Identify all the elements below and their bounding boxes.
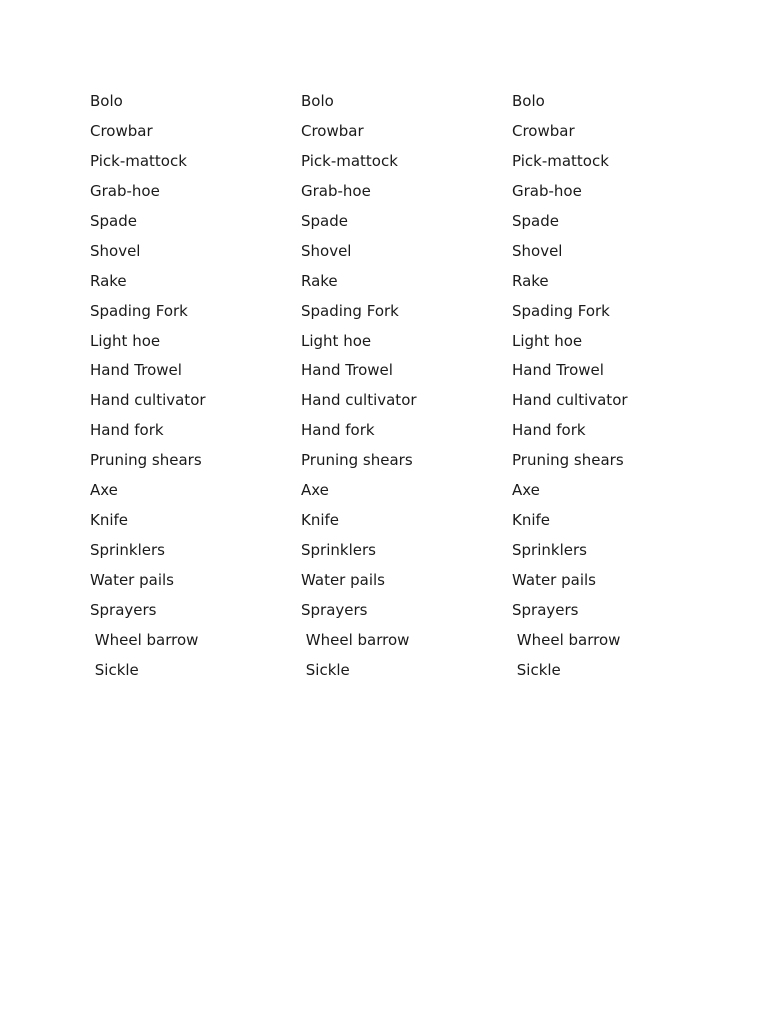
list-item: Light hoe: [301, 331, 372, 350]
list-item: Spading Fork: [512, 301, 610, 320]
tool-list-column-1: [90, 90, 206, 689]
list-item: Hand cultivator: [301, 391, 417, 410]
list-item: Hand Trowel: [512, 361, 604, 380]
list-item: Shovel: [90, 241, 141, 260]
list-item: Axe: [90, 481, 118, 500]
list-item: Sprinklers: [301, 541, 376, 560]
list-item: Water pails: [512, 571, 596, 589]
tool-list-column-2: [301, 90, 417, 689]
list-item: Spading Fork: [301, 301, 399, 320]
list-item: Crowbar: [301, 121, 364, 140]
list-item: Grab-hoe: [90, 181, 160, 200]
list-item: Spade: [90, 211, 137, 230]
list-item: Spade: [512, 211, 559, 230]
list-item: Grab-hoe: [512, 181, 582, 200]
list-item: Sprinklers: [512, 541, 587, 560]
list-item: Crowbar: [512, 121, 575, 140]
list-item: Knife: [90, 511, 129, 530]
list-item: Rake: [512, 271, 549, 290]
list-item: Bolo: [90, 92, 123, 110]
list-item: Shovel: [301, 241, 352, 260]
list-item: Hand Trowel: [90, 361, 182, 380]
list-item: Rake: [90, 271, 127, 290]
list-item: Sprayers: [512, 600, 579, 619]
list-item: Bolo: [301, 92, 334, 110]
list-item: Axe: [512, 481, 540, 500]
list-item: Wheel barrow: [512, 630, 621, 649]
list-item: Bolo: [512, 92, 545, 110]
list-item: Knife: [512, 511, 551, 530]
list-item: Pick-mattock: [90, 151, 187, 170]
list-item: Light hoe: [90, 331, 161, 350]
list-item: Wheel barrow: [90, 630, 199, 649]
list-item: Pruning shears: [512, 451, 624, 470]
list-item: Pruning shears: [301, 451, 413, 470]
list-item: Wheel barrow: [301, 630, 410, 649]
list-item: Spading Fork: [90, 301, 188, 320]
list-item: Shovel: [512, 241, 563, 260]
list-item: Sickle: [90, 660, 139, 679]
list-item: Light hoe: [512, 331, 583, 350]
list-item: Crowbar: [90, 121, 153, 140]
list-item: Sprinklers: [90, 541, 165, 560]
list-item: Sprayers: [90, 600, 157, 619]
list-item: Grab-hoe: [301, 181, 371, 200]
list-item: Water pails: [301, 571, 385, 589]
list-item: Water pails: [90, 571, 174, 589]
list-item: Axe: [301, 481, 329, 500]
list-item: Pick-mattock: [301, 151, 398, 170]
list-item: Sickle: [301, 660, 350, 679]
list-item: Sprayers: [301, 600, 368, 619]
list-item: Pick-mattock: [512, 151, 609, 170]
list-item: Hand cultivator: [90, 391, 206, 410]
list-item: Hand cultivator: [512, 391, 628, 410]
list-item: Pruning shears: [90, 451, 202, 470]
list-item: Rake: [301, 271, 338, 290]
list-item: Spade: [301, 211, 348, 230]
list-item: Knife: [301, 511, 340, 530]
tool-list-column-3: [512, 90, 628, 689]
list-item: Hand Trowel: [301, 361, 393, 380]
list-item: Sickle: [512, 660, 561, 679]
list-item: Hand fork: [90, 421, 164, 440]
list-item: Hand fork: [301, 421, 375, 440]
list-item: Hand fork: [512, 421, 586, 440]
